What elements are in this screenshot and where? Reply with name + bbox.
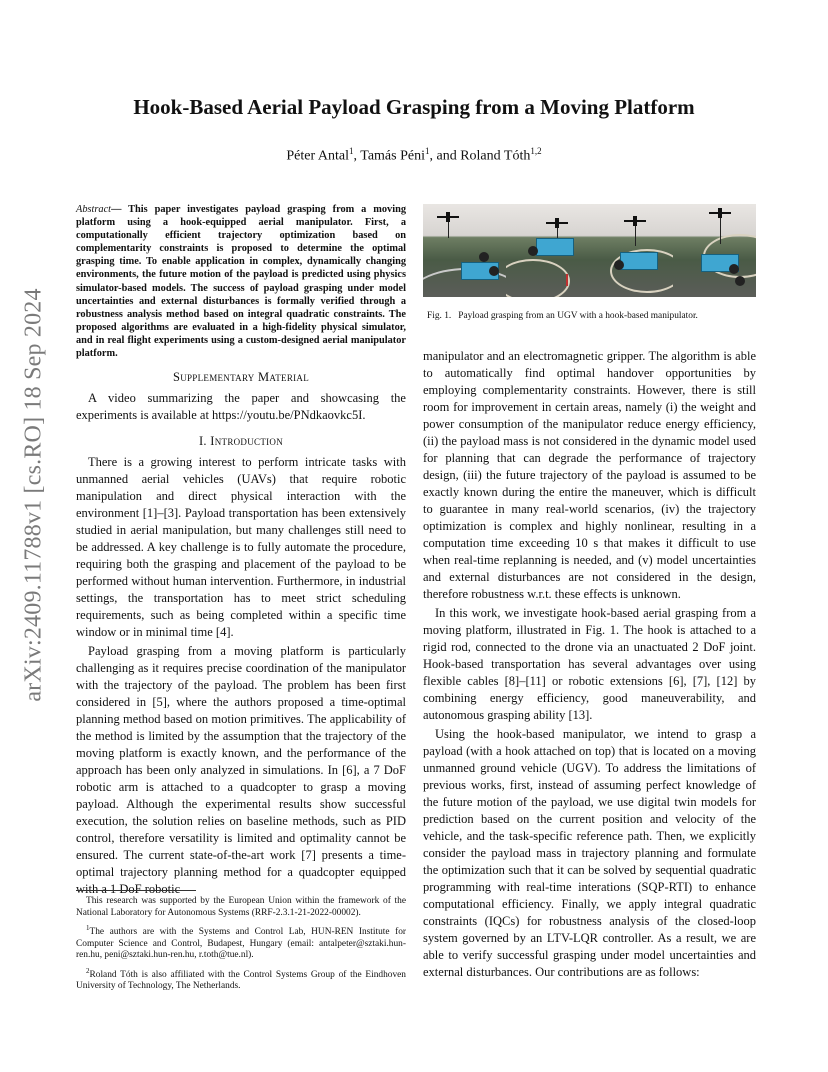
payload-platform (620, 252, 658, 270)
drone-shape (624, 216, 646, 226)
right-paragraph-3: Using the hook-based manipulator, we intend to grasp a payload (with a hook attached on top) that is located on a moving unmanned ground vehicle (UGV). To address the limitations of previous works, first, instead of assuming perfect knowledge of the future motion of the payload, we use digital twin models for prediction based on the current position and velocity of the vehicle, and the task-specific reference path. Then, we explicitly consider the payload mass in trajectory planning and formulate the optimization such that it can be solved by sequential quadratic programming with real-time interations (SQP-RTI) to enhance computational efficiency. Finally, we apply integral quadratic constraints (IQCs) for robustness analysis of the closed-loop system governed by an LTV-LQR controller. As a result, we are able to verify successful grasping under model uncertainties and external disturbances. Our contributions are as follows: (423, 727, 756, 979)
hook-rod (448, 222, 449, 238)
intro-paragraph-1: There is a growing interest to perform intricate tasks with unmanned aerial vehicles (UAVs) that require robotic manipulation and direct physical interaction with the environment [1]–[3]. Payload transportation has been extensively studied in aerial manipulation, but many challenges still need to be addressed. A key challenge is to fully automate the procedure, requiring both the grasping and placement of the payload to be performed without human intervention. Furthermore, in industrial settings, the transportation has to meet strict scheduling requirements, such as being completed within a specific time window or in minimal time [4]. (76, 455, 406, 640)
author-affiliation-mark: 1 (424, 146, 430, 156)
arxiv-stamp (12, 285, 56, 705)
right-column-text (423, 348, 756, 981)
photo-frame-3 (590, 204, 673, 297)
author-list (60, 146, 768, 165)
paper-title: Hook-Based Aerial Payload Grasping from a Moving Platform (133, 95, 695, 119)
footnote-mark: 2 (86, 966, 90, 975)
author-separator: , and (429, 148, 461, 164)
author-separator: , (353, 148, 361, 164)
supplementary-text: A video summarizing the paper and showcasing the experiments is available at https://youtu.be/PNdkaovkc5I. (76, 391, 406, 423)
figure-caption-label: Fig. 1. (427, 311, 452, 321)
photo-frame-2 (506, 204, 589, 297)
figure-caption-text: Payload grasping from an UGV with a hook-based manipulator. (458, 311, 698, 321)
author-name: Tamás Péni (360, 148, 425, 164)
figure-1-image (423, 204, 756, 297)
ugv-wheel (614, 260, 624, 270)
footnote-funding: This research was supported by the European Union within the framework of the National Laboratory for Autonomous Systems (RRF-2.3.1-21-2022-00002). (76, 896, 406, 918)
abstract (76, 203, 406, 360)
supplementary-heading: Supplementary Material (172, 370, 310, 385)
abstract-dash: — (111, 204, 122, 215)
ugv-wheel (489, 266, 499, 276)
author-name: Péter Antal (286, 148, 349, 164)
footnote-text: The authors are with the Systems and Control Lab, HUN-REN Institute for Computer Science and Control, Budapest, Hungary (email: antalpeter@sztaki.hun-ren.hu, peni@sztaki.hun-ren.hu, r.toth@tue.nl). (76, 927, 406, 961)
arxiv-identifier: arXiv:2409.11788v1 [cs.RO] 18 Sep 2024 (20, 288, 47, 702)
hook-rod (635, 226, 636, 246)
footnote-mark: 1 (86, 924, 90, 932)
photo-frame-1 (423, 204, 506, 297)
drone-shape (546, 218, 568, 228)
track-marker (566, 274, 568, 286)
introduction-heading: I. Introduction (198, 434, 284, 449)
intro-paragraph-2: Payload grasping from a moving platform is particularly challenging as it requires precise coordination of the manipulator with the trajectory of the payload. The problem has been first considered in [5], where the authors proposed a time-optimal planning method based on motion primitives. The applicability of the method is limited by the assumption that the trajectory of the moving platform is exactly known, and the performance of the approach has been only analyzed in simulations. In [6], a 7 DoF robotic arm is attached to a quadcopter to grasp a moving payload. Although the experimental results show successful execution, the solution relies on baseline methods, such as PID control, therefore versatility is limited and optimality cannot be ensured. The current state-of-the-art work [7] presents a time-optimal trajectory planning method for a quadcopter equipped with a 1 DoF robotic (76, 644, 406, 897)
photo-frame-4 (673, 204, 756, 297)
drone-shape (709, 208, 731, 218)
right-paragraph-2: In this work, we investigate hook-based aerial grasping from a moving platform, illustrated in Fig. 1. The hook is attached to a rigid rod, connected to the drone via an unactuated 2 DoF joint. Hook-based transportation has several advantages over using flexible cables [8]–[11] or robotic extensions [6], [7], [12] by combining energy efficiency, good maneuverability, and autonomous grasping ability [13]. (423, 606, 756, 722)
track-marking (506, 259, 570, 297)
author-affiliation-mark: 1,2 (530, 146, 542, 156)
ugv-wheel (479, 252, 489, 262)
right-paragraph-1: manipulator and an electromagnetic gripper. The algorithm is able to automatically find optimal handover opportunities by employing complementarity constraints. However, there is still room for improvement in certain areas, namely (i) the weight and power consumption of the manipulator reduce energy efficiency, (ii) the payload mass is not considered in the dynamic model used for planning that can degrade the performance of trajectory design, (iii) the future trajectory of the payload is assumed to be exactly known during the entire the maneuver, which is difficult to guarantee in many real-world scenarios, (iv) the trajectory optimization is complex and highly nonlinear, resulting in a computation time exceeding 10 s that makes it difficult to use when real-time replanning is needed, and (v) model uncertainties and external disturbances are not considered in the design, therefore robustness w.r.t. these effects is unknown. (423, 349, 756, 601)
hook-rod (720, 218, 721, 244)
ugv-wheel (729, 264, 739, 274)
right-column (423, 200, 756, 981)
drone-shape (437, 212, 459, 222)
footnote-affiliation-2 (76, 966, 406, 993)
abstract-label: Abstract (76, 204, 112, 215)
footnotes (76, 892, 406, 993)
payload-platform (536, 238, 574, 256)
left-column (76, 203, 406, 898)
footnote-affiliation-1 (76, 923, 406, 962)
author-affiliation-mark: 1 (349, 146, 354, 156)
ugv-wheel (735, 276, 745, 286)
footnote-rule (76, 890, 196, 891)
abstract-text: This paper investigates payload grasping from a moving platform using a hook-equipped aerial manipulator. First, a computationally efficient trajectory optimization based on complementarity constraints is proposed to determine the optimal grasping time. To enable application in complex, dynamically changing environments, the future motion of the payload is predicted using physics simulator-based models. The success of payload grasping under model uncertainties and external disturbances is formally verified through a robustness analysis method based on integral quadratic constraints. The proposed algorithms are evaluated in a high-fidelity physical simulator, and in real flight experiments using a custom-designed aerial manipulator platform. (76, 204, 407, 360)
figure-1-caption (427, 310, 756, 322)
footnote-text: Roland Tóth is also affiliated with the Control Systems Group of the Eindhoven University of Technology, The Netherlands. (76, 969, 406, 992)
author-name: Roland Tóth (460, 148, 531, 164)
